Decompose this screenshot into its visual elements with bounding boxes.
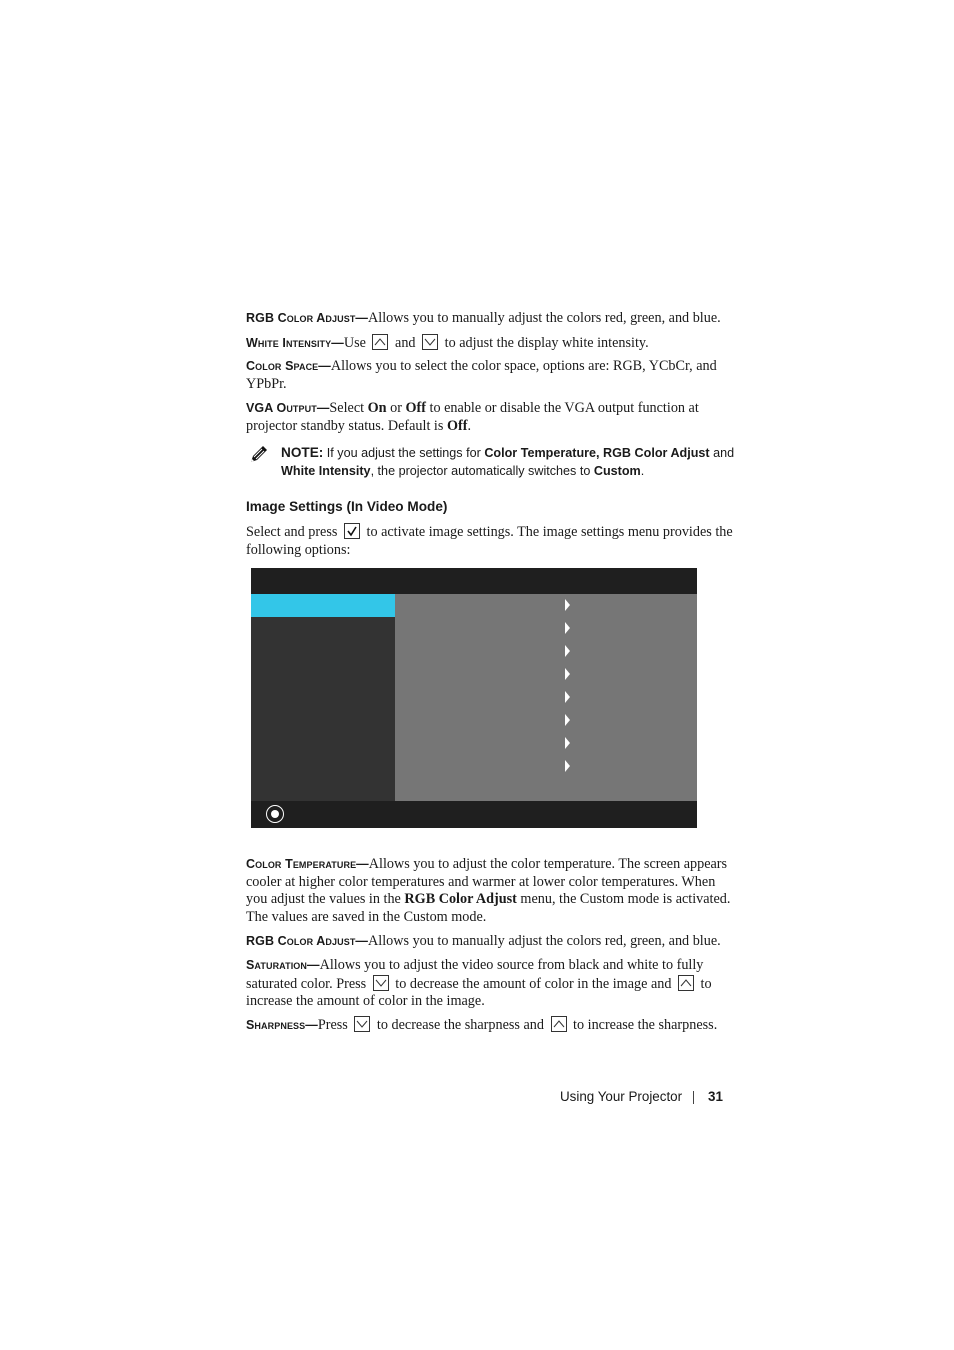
note-bold: Color Temperature, RGB Color Adjust [484,446,710,460]
footer-divider [693,1091,694,1104]
page-footer [560,1089,723,1104]
submenu-arrow-icon [565,691,570,703]
saturation-paragraph [246,957,738,1011]
page-number: 31 [708,1089,723,1104]
paragraph-text: to adjust the display white intensity. [444,335,649,351]
down-button-icon [373,975,389,991]
note-body: and [709,446,735,460]
term-label: White Intensity— [246,336,344,350]
note-pencil-icon [248,443,270,465]
footer-section-title: Using Your Projector [560,1089,683,1104]
paragraph-text: menu, the Custom mode is activated. The values are saved in the Custom mode. [246,891,731,925]
paragraph-text: or [386,400,406,416]
note-body: . [640,464,645,478]
submenu-arrow-icon [565,622,570,634]
paragraph-text: to enable or disable the VGA output function at projector standby status. Default is [246,400,699,434]
term-label: RGB Color Adjust— [246,311,369,325]
paragraph-text: to increase the amount of color in the image. [246,975,712,1010]
term-label: Color Space— [246,359,331,373]
sharpness-paragraph [246,1016,738,1035]
rgb-color-adjust-paragraph-2 [246,933,738,951]
note-body: , the projector automatically switches to [370,464,594,478]
term-label: VGA Output— [246,401,330,415]
paragraph-text: Allows you to select the color space, options are: RGB, YCbCr, and YPbPr. [246,358,717,392]
note-label: NOTE: [281,445,324,460]
note-text [281,444,741,480]
paragraph-text: Allows you to adjust the color temperature. The screen appears cooler at higher color temperatures and warmer at lower color temperatures. When you adjust the values in the [246,856,728,908]
on-option: On [367,400,387,416]
paragraph-text: to activate image settings. The image settings menu provides the following options: [246,524,733,558]
select-press-paragraph [246,523,738,559]
paragraph-bold: RGB Color Adjust [404,891,517,908]
note-bold: Custom [593,464,641,478]
submenu-arrow-icon [565,599,570,611]
term-label: RGB Color Adjust— [246,934,369,948]
down-button-icon [422,334,438,350]
term-label: Saturation— [246,958,320,972]
osd-submenu-panel [395,594,697,801]
paragraph-text: Select [329,400,368,416]
paragraph-text: to decrease the amount of color in the image and [395,975,672,992]
enter-button-icon [344,523,360,539]
paragraph-text: Allows you to manually adjust the colors red, green, and blue. [368,933,721,949]
paragraph-text: Press [317,1017,348,1033]
submenu-arrow-icon [565,737,570,749]
default-value: Off [446,417,468,434]
color-temperature-paragraph [246,856,738,926]
image-settings-osd-menu [251,568,697,828]
up-button-icon [372,334,388,350]
paragraph-text: to decrease the sharpness and [376,1017,544,1033]
navigation-dial-icon [266,805,284,823]
vga-output-paragraph [246,400,738,435]
paragraph-text: Allows you to adjust the video source from black and white to fully saturated color. Press [246,957,704,992]
up-button-icon [678,975,694,991]
paragraph-text: and [395,335,416,351]
submenu-arrow-icon [565,714,570,726]
paragraph-text: Select and press [246,524,338,540]
off-option: Off [405,400,426,416]
paragraph-text: Use [343,335,366,351]
submenu-arrow-icon [565,760,570,772]
color-space-paragraph [246,358,738,393]
paragraph-text: . [467,417,471,434]
paragraph-text: to increase the sharpness. [573,1017,718,1033]
osd-status-bar [251,801,697,828]
paragraph-text: Allows you to manually adjust the colors red, green, and blue. [368,310,721,326]
down-button-icon [354,1016,370,1032]
osd-title-bar [251,568,697,594]
section-heading: Image Settings (In Video Mode) [246,499,448,514]
term-label: Sharpness— [246,1018,318,1032]
note-body: If you adjust the settings for [323,446,485,460]
white-intensity-paragraph [246,334,738,353]
term-label: Color Temperature— [246,857,369,871]
note-bold: White Intensity [281,464,371,478]
submenu-arrow-icon [565,645,570,657]
rgb-color-adjust-paragraph [246,310,738,328]
up-button-icon [551,1016,567,1032]
osd-selected-item [251,594,395,617]
submenu-arrow-icon [565,668,570,680]
